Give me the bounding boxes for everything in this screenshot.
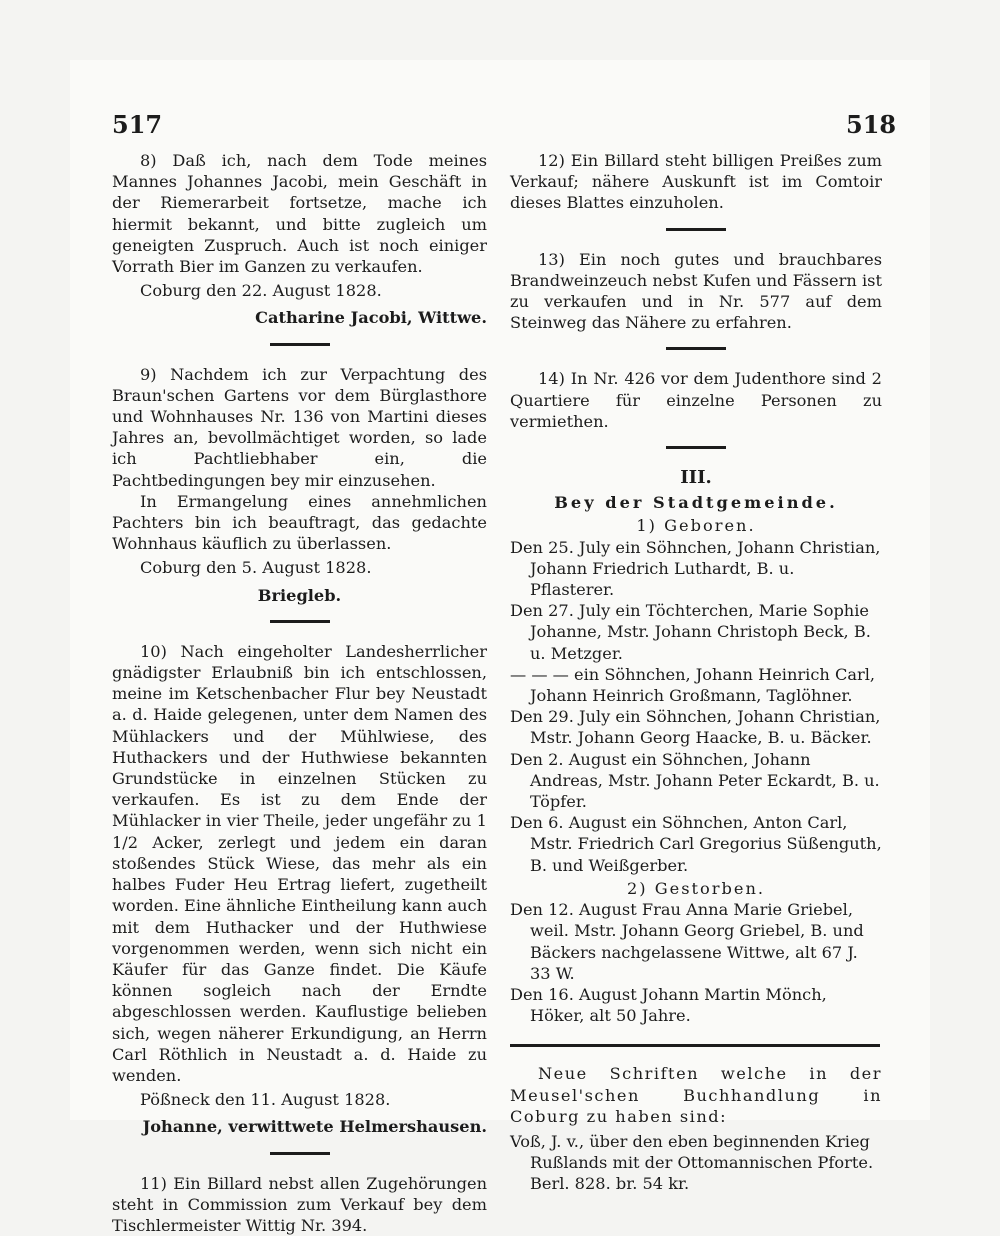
death-entry: Den 12. August Frau Anna Marie Griebel, weil. Mstr. Johann Georg Griebel, B. und Bäckers nachgelassene Wittwe, alt 67 J. 33 W.: [510, 900, 864, 983]
birth-entry: Den 6. August ein Söhnchen, Anton Carl, Mstr. Friedrich Carl Gregorius Süßenguth, B. und Weißgerber.: [510, 813, 882, 875]
birth-entry: — — — ein Söhnchen, Johann Heinrich Carl, Johann Heinrich Großmann, Taglöhner.: [510, 664, 876, 706]
birth-entry: Den 25. July ein Söhnchen, Johann Christian, Johann Friedrich Luthardt, B. u. Pflasterer.: [510, 537, 881, 600]
ad-9-text: 9) Nachdem ich zur Verpachtung des Braun'schen Gartens vor dem Bürglasthore und Wohnhauses Nr. 136 von Martini dieses Jahres an, bevollmächtiget worden, so lade ich Pachtliebhaber ein, die Pachtbedingungen bey mir einzusehen.: [112, 364, 487, 490]
page-number-left: 517: [112, 110, 163, 139]
separator-rule: [270, 1152, 330, 1155]
left-column: [112, 150, 487, 1236]
ad-9-text-continued: In Ermangelung eines annehmlichen Pachters bin ich beauftragt, das gedachte Wohnhaus käuflich zu überlassen.: [112, 491, 487, 554]
book-entry: Voß, J. v., über den eben beginnenden Krieg Rußlands mit der Ottomannischen Pforte. Berl. 828. br. 54 kr.: [510, 1131, 874, 1194]
right-column: [510, 150, 882, 1195]
ad-8-date: Coburg den 22. August 1828.: [140, 281, 382, 301]
ad-13-text: 13) Ein noch gutes und brauchbares Brandweinzeuch nebst Kufen und Fässern ist zu verkaufen und in Nr. 577 auf dem Steinweg das Nähere zu erfahren.: [510, 249, 882, 333]
ad-10-text: 10) Nach eingeholter Landesherrlicher gnädigster Erlaubniß bin ich entschlossen, meine im Ketschenbacher Flur bey Neustadt a. d. Haide gelegenen, unter dem Namen des Mühlackers und der Mühlwiese, des Huthackers und der Huthwiese bekannten Grundstücke in einzelnen Stücken zu verkaufen. Es ist zu dem Ende der Mühlacker in vier Theile, jeder ungefähr zu 1 1/2 Acker, zerlegt und jedem ein daran stoßendes Stück Wiese, das mehr als ein halbes Fuder Heu Ertrag liefert, zugetheilt worden. Eine ähnliche Eintheilung kann auch mit dem Huthacker und der Huthwiese vorgenommen werden, wenn sich nicht ein Käufer für das Ganze findet. Die Käufe können sogleich nach der Erndte abgeschlossen werden. Kauflustige belieben sich, wegen näherer Erkundigung, an Herrn Carl Röthlich in Neustadt a. d. Haide zu wenden.: [112, 641, 487, 1085]
section-title: Bey der Stadtgemeinde.: [554, 493, 838, 513]
separator-rule: [666, 446, 726, 449]
ad-11-text: 11) Ein Billard nebst allen Zugehörungen steht in Commission zum Verkauf bey dem Tischlermeister Wittig Nr. 394.: [112, 1173, 487, 1235]
ad-10-date: Pößneck den 11. August 1828.: [140, 1090, 391, 1110]
ad-14-text: 14) In Nr. 426 vor dem Judenthore sind 2 Quartiere für einzelne Personen zu vermiethen.: [510, 369, 882, 431]
ad-12-text: 12) Ein Billard steht billigen Preißes zum Verkauf; nähere Auskunft ist im Comtoir dieses Blattes einzuholen.: [510, 151, 882, 213]
separator-rule: [270, 620, 330, 623]
separator-rule: [666, 347, 726, 350]
ad-8-text: 8) Daß ich, nach dem Tode meines Mannes Johannes Jacobi, mein Geschäft in der Riemerarbeit fortsetze, mache ich hiermit bekannt, und bitte zugleich um geneigten Zuspruch. Auch ist noch einiger Vorrath Bier im Ganzen zu verkaufen.: [112, 151, 487, 277]
ad-9-signature: Briegleb.: [257, 585, 342, 605]
born-heading: 1) Geboren.: [636, 516, 756, 536]
died-heading: 2) Gestorben.: [626, 878, 766, 898]
ad-8-signature: Catharine Jacobi, Wittwe.: [255, 308, 487, 328]
section-separator-rule: [510, 1044, 880, 1047]
page-number-right: 518: [846, 110, 897, 139]
separator-rule: [270, 343, 330, 346]
ad-9-date: Coburg den 5. August 1828.: [140, 558, 372, 578]
birth-entry: Den 27. July ein Töchterchen, Marie Sophie Johanne, Mstr. Johann Christoph Beck, B. u. Metzger.: [510, 601, 871, 663]
section-roman-numeral: III.: [680, 467, 712, 489]
death-entry: Den 16. August Johann Martin Mönch, Höker, alt 50 Jahre.: [510, 984, 827, 1026]
separator-rule: [666, 228, 726, 231]
birth-entry: Den 2. August ein Söhnchen, Johann Andreas, Mstr. Johann Peter Eckardt, B. u. Töpfer.: [510, 749, 880, 812]
books-heading: Neue Schriften welche in der Meusel'schen Buchhandlung in Coburg zu haben sind:: [510, 1064, 882, 1126]
ad-10-signature: Johanne, verwittwete Helmershausen.: [142, 1117, 487, 1137]
birth-entry: Den 29. July ein Söhnchen, Johann Christian, Mstr. Johann Georg Haacke, B. u. Bäcker.: [510, 707, 881, 748]
